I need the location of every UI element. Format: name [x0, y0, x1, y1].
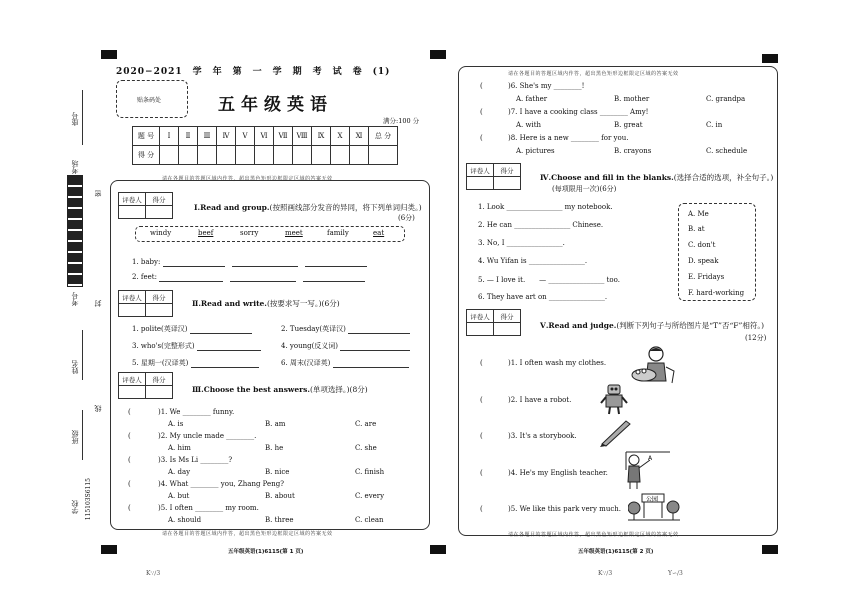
grader-label: 评卷人	[119, 291, 146, 304]
word: sorry	[240, 229, 259, 237]
svg-text:公园: 公园	[646, 496, 659, 503]
answer-paren[interactable]: (	[128, 456, 131, 464]
school-label: 学校	[71, 500, 79, 514]
score-cell	[198, 146, 217, 165]
score-cell	[217, 146, 236, 165]
section-2-heading	[192, 298, 340, 309]
fill-item: 2. He can ________________ Chinese.	[478, 221, 604, 229]
answer-paren[interactable]: (	[480, 82, 483, 90]
question-stem: )6. She's my ________!	[508, 82, 585, 90]
answer-blank[interactable]	[232, 266, 298, 267]
judge-sentence: )4. He's my English teacher.	[508, 469, 608, 477]
grader-label: 评卷人	[119, 373, 146, 386]
section-4-heading	[540, 172, 773, 183]
option-c[interactable]: C. finish	[355, 468, 385, 476]
option: F. hard-working	[688, 289, 745, 297]
answer-paren[interactable]: (	[480, 432, 483, 440]
answer-paren[interactable]: (	[480, 396, 483, 404]
score-cell	[146, 206, 173, 219]
option-c[interactable]: C. are	[355, 420, 377, 428]
group-row-1	[132, 257, 367, 267]
write-prompt: 6. 周末(汉译英)	[281, 359, 331, 367]
score-cell	[494, 323, 521, 336]
write-prompt: 3. who's(完整形式)	[132, 342, 195, 350]
section-2-title: Ⅱ.Read and write.	[192, 299, 267, 308]
grader-cell	[467, 323, 494, 336]
group-label: 1. baby:	[132, 258, 161, 266]
word: eat	[373, 229, 385, 237]
section-3-heading	[192, 384, 368, 395]
score-cell	[146, 386, 173, 399]
score-cell	[331, 146, 350, 165]
question-stem: )2. My uncle made ________.	[158, 432, 257, 440]
serial-number: 115103S6115	[85, 478, 92, 521]
full-score: 满分:100 分	[383, 117, 420, 125]
notice-top-page2: 请在各题目的答题区域内作答，超出黑色矩形边框限定区域的答案无效	[508, 71, 679, 77]
answer-paren[interactable]: (	[480, 469, 483, 477]
seat-label: 座号	[71, 112, 79, 126]
score-label: 得分	[146, 373, 173, 386]
answer-blank[interactable]	[191, 367, 259, 368]
fill-item: 6. They have art on ________________.	[478, 293, 608, 301]
fill-item: 5. — I love it. — ________________ too.	[478, 276, 620, 284]
write-item	[281, 324, 410, 334]
score-table-col: Ⅶ	[274, 127, 293, 146]
seal-char: 密	[94, 190, 102, 197]
write-prompt: 2. Tuesday(英译汉)	[281, 325, 346, 333]
option: D. speak	[688, 257, 719, 265]
score-cell	[350, 146, 369, 165]
answer-blank[interactable]	[197, 350, 261, 351]
judge-sentence: )3. It's a storybook.	[508, 432, 577, 440]
option: C. don't	[688, 241, 716, 249]
word: beef	[198, 229, 214, 237]
notice-bottom: 请在各题目的答题区域内作答，超出黑色矩形边框限定区域的答案无效	[162, 531, 333, 537]
seat-line	[82, 90, 83, 145]
word: family	[327, 229, 349, 237]
score-table-col: Ⅲ	[198, 127, 217, 146]
option-b[interactable]: B. he	[265, 444, 284, 452]
score-cell	[255, 146, 274, 165]
score-cell	[369, 146, 398, 165]
exam-number-boxes	[67, 175, 83, 287]
page-title: 五年级英语	[218, 95, 333, 115]
score-table	[132, 126, 398, 165]
section-3-desc: (单项选择。)(8分)	[309, 385, 368, 394]
option-a[interactable]: A. with	[516, 121, 542, 129]
section-1-score: (6分)	[398, 214, 415, 222]
section-3-title: Ⅲ.Choose the best answers.	[192, 385, 310, 394]
scan-mark: K∵∕3	[598, 570, 613, 577]
score-table-col: 总 分	[369, 127, 398, 146]
section-4-desc2: (每项限用一次)(6分)	[552, 185, 617, 193]
score-table-col: Ⅳ	[217, 127, 236, 146]
judge-sentence: )5. We like this park very much.	[508, 505, 621, 513]
option-b[interactable]: B. am	[265, 420, 286, 428]
registration-mark	[101, 50, 117, 59]
answer-paren[interactable]: (	[128, 408, 131, 416]
grader-table	[118, 372, 173, 399]
barcode-label: 贴条码处	[137, 97, 162, 104]
answer-blank[interactable]	[340, 350, 410, 351]
option-a[interactable]: A. day	[168, 468, 191, 476]
registration-mark	[430, 545, 446, 554]
score-label: 得分	[146, 291, 173, 304]
write-prompt: 1. polite(英译汉)	[132, 325, 188, 333]
section-4-desc: (选择合适的选项，补全句子。)	[673, 173, 774, 182]
write-item	[132, 358, 259, 368]
answer-paren[interactable]: (	[480, 505, 483, 513]
class-line	[82, 410, 83, 460]
option-b[interactable]: B. mother	[614, 95, 650, 103]
grader-label: 评卷人	[119, 193, 146, 206]
question-stem: )5. I often ________ my room.	[158, 504, 259, 512]
section-5-heading	[540, 320, 764, 331]
notice-bottom-page2: 请在各题目的答题区域内作答，超出黑色矩形边框限定区域的答案无效	[508, 532, 679, 538]
question-stem: )8. Here is a new ________ for you.	[508, 134, 629, 142]
option-b[interactable]: B. great	[614, 121, 643, 129]
write-item	[132, 324, 252, 334]
section-5-desc: (判断下列句子与所给图片是“T”否“F”相符。)	[616, 321, 765, 330]
answer-paren[interactable]: (	[128, 504, 131, 512]
answer-blank[interactable]	[333, 367, 409, 368]
section-1-title: Ⅰ.Read and group.	[194, 203, 270, 212]
score-label: 得分	[146, 193, 173, 206]
score-cell	[494, 177, 521, 190]
washing-clothes-picture	[628, 345, 678, 387]
score-table-header: 题 号	[133, 127, 160, 146]
fill-item: 4. Wu Yifan is ________________.	[478, 257, 588, 265]
section-2-desc: (按要求写一写。)(6分)	[266, 299, 340, 308]
option-a[interactable]: A. him	[168, 444, 191, 452]
judge-sentence: )1. I often wash my clothes.	[508, 359, 607, 367]
name-line	[82, 330, 83, 380]
grader-table	[118, 290, 173, 317]
score-table-col: Ⅴ	[236, 127, 255, 146]
answer-paren[interactable]: (	[480, 134, 483, 142]
answer-paren[interactable]: (	[128, 480, 131, 488]
score-cell	[236, 146, 255, 165]
fill-item: 1. Look ________________ my notebook.	[478, 203, 613, 211]
class-label: 班级	[71, 430, 79, 444]
option-c[interactable]: C. clean	[355, 516, 384, 524]
seal-char: 封	[94, 300, 102, 307]
grader-table	[466, 163, 521, 190]
question-stem: )4. What ________ you, Zhang Peng?	[158, 480, 284, 488]
park-picture	[628, 490, 680, 522]
name-label: 姓名	[71, 360, 79, 374]
exam-year-title: 2020−2021 学 年 第 一 学 期 考 试 卷 (1)	[116, 67, 391, 77]
grader-cell	[119, 386, 146, 399]
answer-blank[interactable]	[305, 266, 367, 267]
answer-paren[interactable]: (	[480, 108, 483, 116]
section-4-title: Ⅳ.Choose and fill in the blanks.	[540, 173, 674, 182]
answer-blank[interactable]	[230, 281, 296, 282]
score-cell	[274, 146, 293, 165]
judge-sentence: )2. I have a robot.	[508, 396, 572, 404]
option-a[interactable]: A. but	[168, 492, 190, 500]
page-footer-1: 五年级英语(1)6115(第 1 页)	[228, 549, 304, 555]
option-b[interactable]: B. three	[265, 516, 294, 524]
robot-picture	[600, 383, 628, 415]
answer-blank[interactable]	[190, 333, 252, 334]
score-table-col: Ⅱ	[179, 127, 198, 146]
word: meet	[285, 229, 303, 237]
answer-paren[interactable]: (	[480, 359, 483, 367]
option-a[interactable]: A. pictures	[516, 147, 555, 155]
write-item	[132, 341, 261, 351]
score-table-col: Ⅹ	[331, 127, 350, 146]
option: A. Me	[688, 210, 709, 218]
score-table-col: Ⅵ	[255, 127, 274, 146]
registration-mark	[430, 50, 446, 59]
answer-paren[interactable]: (	[128, 432, 131, 440]
option-b[interactable]: B. nice	[265, 468, 290, 476]
fill-item: 3. No, I ________________.	[478, 239, 565, 247]
section-5-score: (12分)	[745, 334, 767, 342]
score-cell	[312, 146, 331, 165]
option-c[interactable]: C. schedule	[706, 147, 748, 155]
write-prompt: 5. 星期一(汉译英)	[132, 359, 189, 367]
option-c[interactable]: C. every	[355, 492, 385, 500]
score-cell	[160, 146, 179, 165]
answer-blank[interactable]	[303, 281, 365, 282]
notice-top: 请在各题目的答题区域内作答，超出黑色矩形边框限定区域的答案无效	[162, 176, 333, 182]
svg-text:A: A	[648, 455, 653, 462]
grader-cell	[467, 177, 494, 190]
page-footer-2: 五年级英语(1)6115(第 2 页)	[578, 549, 654, 555]
pencil-picture	[598, 420, 632, 448]
option-c[interactable]: C. in	[706, 121, 723, 129]
option-b[interactable]: B. about	[265, 492, 295, 500]
option-b[interactable]: B. crayons	[614, 147, 652, 155]
registration-mark	[762, 545, 778, 554]
registration-mark	[762, 54, 778, 63]
section-1-heading	[194, 202, 422, 213]
option-a[interactable]: A. father	[516, 95, 548, 103]
teacher-picture	[624, 448, 672, 490]
question-stem: )1. We ________ funny.	[158, 408, 235, 416]
option: E. Fridays	[688, 273, 725, 281]
room-label: 考场	[71, 160, 79, 174]
section-1-desc: (按照画线部分发音的异同，将下列单词归类。)	[269, 203, 422, 212]
seal-char: 线	[94, 405, 102, 412]
score-table-col: Ⅷ	[293, 127, 312, 146]
question-stem: )3. Is Ms Li ________?	[158, 456, 233, 464]
score-label: 得分	[494, 310, 521, 323]
option-c[interactable]: C. she	[355, 444, 377, 452]
section-5-title: Ⅴ.Read and judge.	[540, 321, 617, 330]
registration-mark	[101, 545, 117, 554]
grader-table	[466, 309, 521, 336]
write-prompt: 4. young(反义词)	[281, 342, 339, 350]
score-label: 得分	[494, 164, 521, 177]
score-table-col: Ⅺ	[350, 127, 369, 146]
score-cell	[179, 146, 198, 165]
option-c[interactable]: C. grandpa	[706, 95, 746, 103]
grader-cell	[119, 304, 146, 317]
grader-table	[118, 192, 173, 219]
score-table-header: 得 分	[133, 146, 160, 165]
grader-label: 评卷人	[467, 310, 494, 323]
group-row-2	[132, 272, 365, 282]
score-cell	[146, 304, 173, 317]
scan-mark: K∵∕3	[146, 570, 161, 577]
grader-cell	[119, 206, 146, 219]
write-item	[281, 341, 410, 351]
score-cell	[293, 146, 312, 165]
write-item	[281, 358, 409, 368]
answer-blank[interactable]	[159, 281, 223, 282]
word-list	[150, 229, 384, 237]
answer-blank[interactable]	[348, 333, 410, 334]
option: B. at	[688, 225, 705, 233]
question-stem: )7. I have a cooking class ________ Amy!	[508, 108, 649, 116]
word: windy	[150, 229, 172, 237]
scan-mark: Y∽∕3	[668, 570, 683, 577]
answer-blank[interactable]	[163, 266, 225, 267]
score-table-col: Ⅰ	[160, 127, 179, 146]
option-a[interactable]: A. is	[168, 420, 184, 428]
option-a[interactable]: A. should	[168, 516, 202, 524]
grader-label: 评卷人	[467, 164, 494, 177]
exam-number-label: 考号	[71, 292, 79, 306]
score-table-col: Ⅸ	[312, 127, 331, 146]
group-label: 2. feet:	[132, 273, 157, 281]
